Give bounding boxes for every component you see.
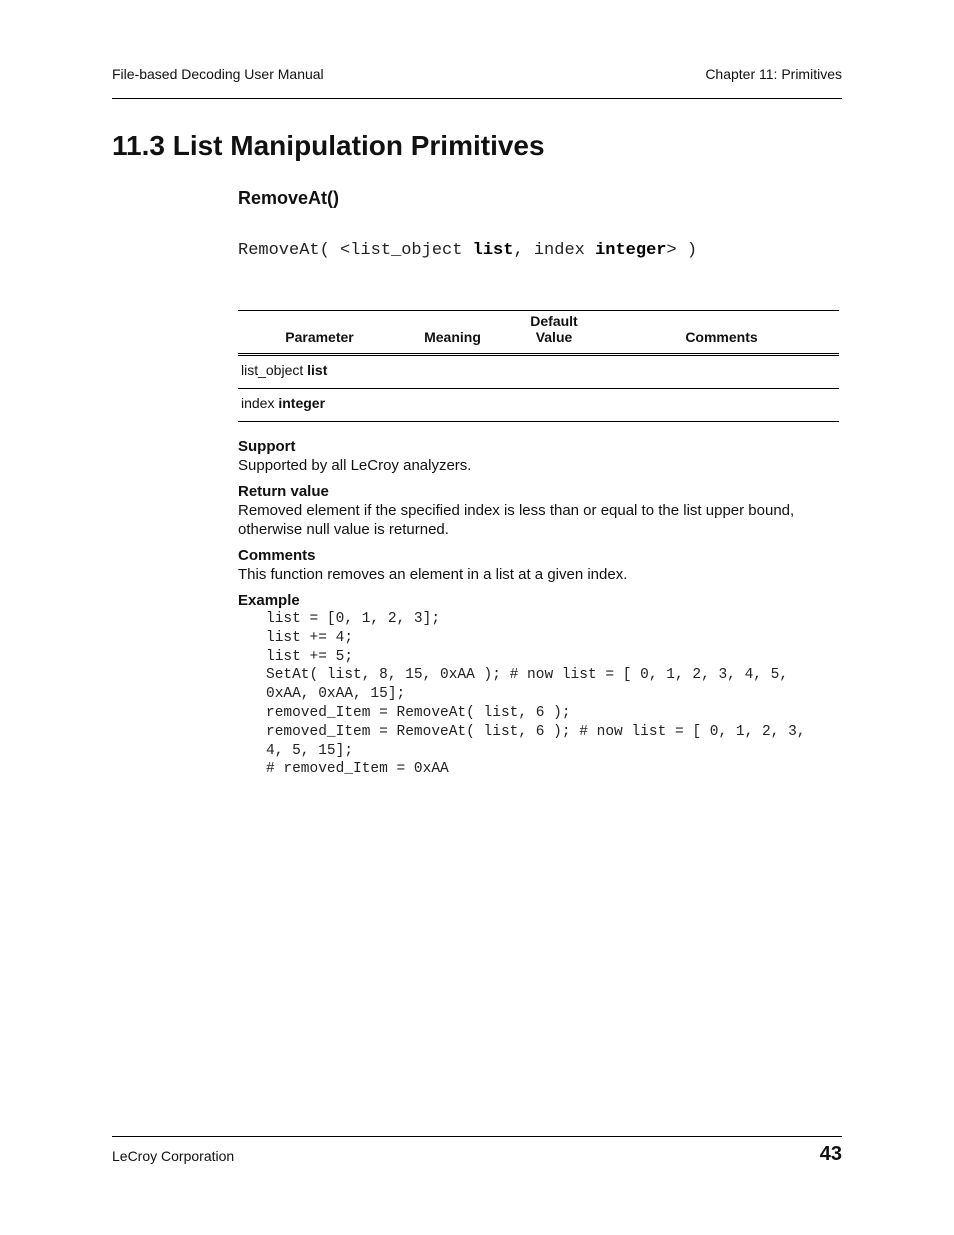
comments-cell xyxy=(604,389,839,422)
support-heading: Support xyxy=(238,438,296,455)
example-heading: Example xyxy=(238,592,300,609)
page-number: 43 xyxy=(819,1143,842,1165)
param-type: index xyxy=(241,395,275,411)
param-cell xyxy=(238,389,401,422)
default-cell xyxy=(504,355,604,389)
syntax-prefix: RemoveAt( <list_object xyxy=(238,241,473,260)
default-cell xyxy=(504,389,604,422)
col-header-parameter: Parameter xyxy=(238,311,401,355)
comments-heading: Comments xyxy=(238,547,316,564)
support-text: Supported by all LeCroy analyzers. xyxy=(238,457,472,474)
table-row xyxy=(238,355,839,389)
param-cell xyxy=(238,355,401,389)
syntax-suffix: > ) xyxy=(666,241,698,260)
col-header-comments: Comments xyxy=(604,311,839,355)
function-name: RemoveAt() xyxy=(238,188,340,208)
table-header-row xyxy=(238,311,839,355)
syntax-middle: , index xyxy=(513,241,596,260)
param-name: list xyxy=(307,362,328,378)
syntax-param1-name: list xyxy=(472,241,514,260)
comments-cell xyxy=(604,355,839,389)
return-value-heading: Return value xyxy=(238,483,329,500)
section-title: 11.3 List Manipulation Primitives xyxy=(112,130,545,161)
return-value-text: Removed element if the specified index is less than or equal to the list upper bound, otherwise null value is returned. xyxy=(238,502,795,538)
syntax-param2-name: integer xyxy=(595,241,667,260)
running-header-chapter: Chapter 11: Primitives xyxy=(705,66,842,82)
footer-rule xyxy=(112,1136,842,1137)
header-rule xyxy=(112,98,842,99)
param-name: integer xyxy=(278,395,326,411)
meaning-cell xyxy=(401,355,504,389)
col-header-meaning: Meaning xyxy=(401,311,504,355)
col-header-default-value: Default Value xyxy=(504,311,604,355)
parameter-table xyxy=(238,310,839,422)
comments-text: This function removes an element in a list at a given index. xyxy=(238,566,628,583)
param-type: list_object xyxy=(241,362,304,378)
running-header-title: File-based Decoding User Manual xyxy=(112,66,324,82)
meaning-cell xyxy=(401,389,504,422)
table-row xyxy=(238,389,839,422)
example-code: list = [0, 1, 2, 3]; list += 4; list += 5; SetAt( list, 8, 15, 0xAA ); # now list = [ 0, 1, 2, 3, 4, 5, 0xAA, 0xAA, 15]; removed_Item = RemoveAt( list, 6 ); removed_Item = RemoveAt( list, 6 ); # now list = [ 0, 1, 2, 3, 4, 5, 15]; # removed_Item = 0xAA xyxy=(266,611,806,778)
footer-company: LeCroy Corporation xyxy=(112,1148,235,1164)
function-syntax xyxy=(238,241,697,260)
function-details xyxy=(238,437,838,779)
